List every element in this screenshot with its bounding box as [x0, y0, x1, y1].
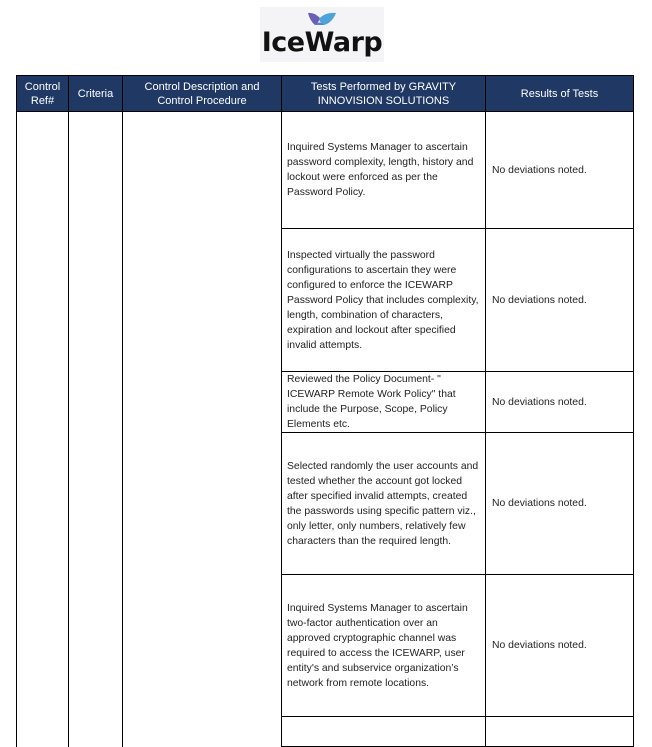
- test-performed-cell: Inquired Systems Manager to ascertain password complexity, length, history and lockout were enforced as per the Password Policy.: [282, 112, 486, 229]
- criteria-cell: [69, 112, 123, 747]
- result-cell: No deviations noted.: [486, 112, 634, 229]
- test-performed-cell: Reviewed the Policy Document- " ICEWARP Remote Work Policy" that include the Purpose, Scope, Policy Elements etc.: [282, 372, 486, 433]
- result-cell: No deviations noted.: [486, 229, 634, 372]
- table-header-row: [17, 76, 634, 112]
- result-cell-empty: [486, 717, 634, 747]
- table-row: [17, 112, 634, 229]
- header-tests-performed: Tests Performed by GRAVITY INNOVISION SOLUTIONS: [282, 76, 486, 112]
- test-performed-cell: Selected randomly the user accounts and tested whether the account got locked after specified invalid attempts, created the passwords using specific pattern viz., only letter, only numbers, relatively few characters than the required length.: [282, 433, 486, 575]
- test-performed-cell: Inspected virtually the password configurations to ascertain they were configured to enforce the ICEWARP Password Policy that includes complexity, length, combination of characters, expiration and lockout after specified invalid attempts.: [282, 229, 486, 372]
- test-performed-cell: Inquired Systems Manager to ascertain two-factor authentication over an approved cryptographic channel was required to access the ICEWARP, user entity's and subservice organization’s network from remote locations.: [282, 575, 486, 717]
- result-cell: No deviations noted.: [486, 372, 634, 433]
- logo-text: IceWarp: [261, 27, 383, 58]
- controls-table: [16, 75, 634, 747]
- header-control-description: Control Description and Control Procedure: [123, 76, 282, 112]
- logo-wings-icon: [307, 11, 337, 27]
- icewarp-logo: [260, 7, 384, 62]
- header-results: Results of Tests: [486, 76, 634, 112]
- header-control-ref: Control Ref#: [17, 76, 69, 112]
- header-criteria: Criteria: [69, 76, 123, 112]
- control-ref-cell: [17, 112, 69, 747]
- test-performed-cell-empty: [282, 717, 486, 747]
- control-description-cell: [123, 112, 282, 747]
- result-cell: No deviations noted.: [486, 575, 634, 717]
- result-cell: No deviations noted.: [486, 433, 634, 575]
